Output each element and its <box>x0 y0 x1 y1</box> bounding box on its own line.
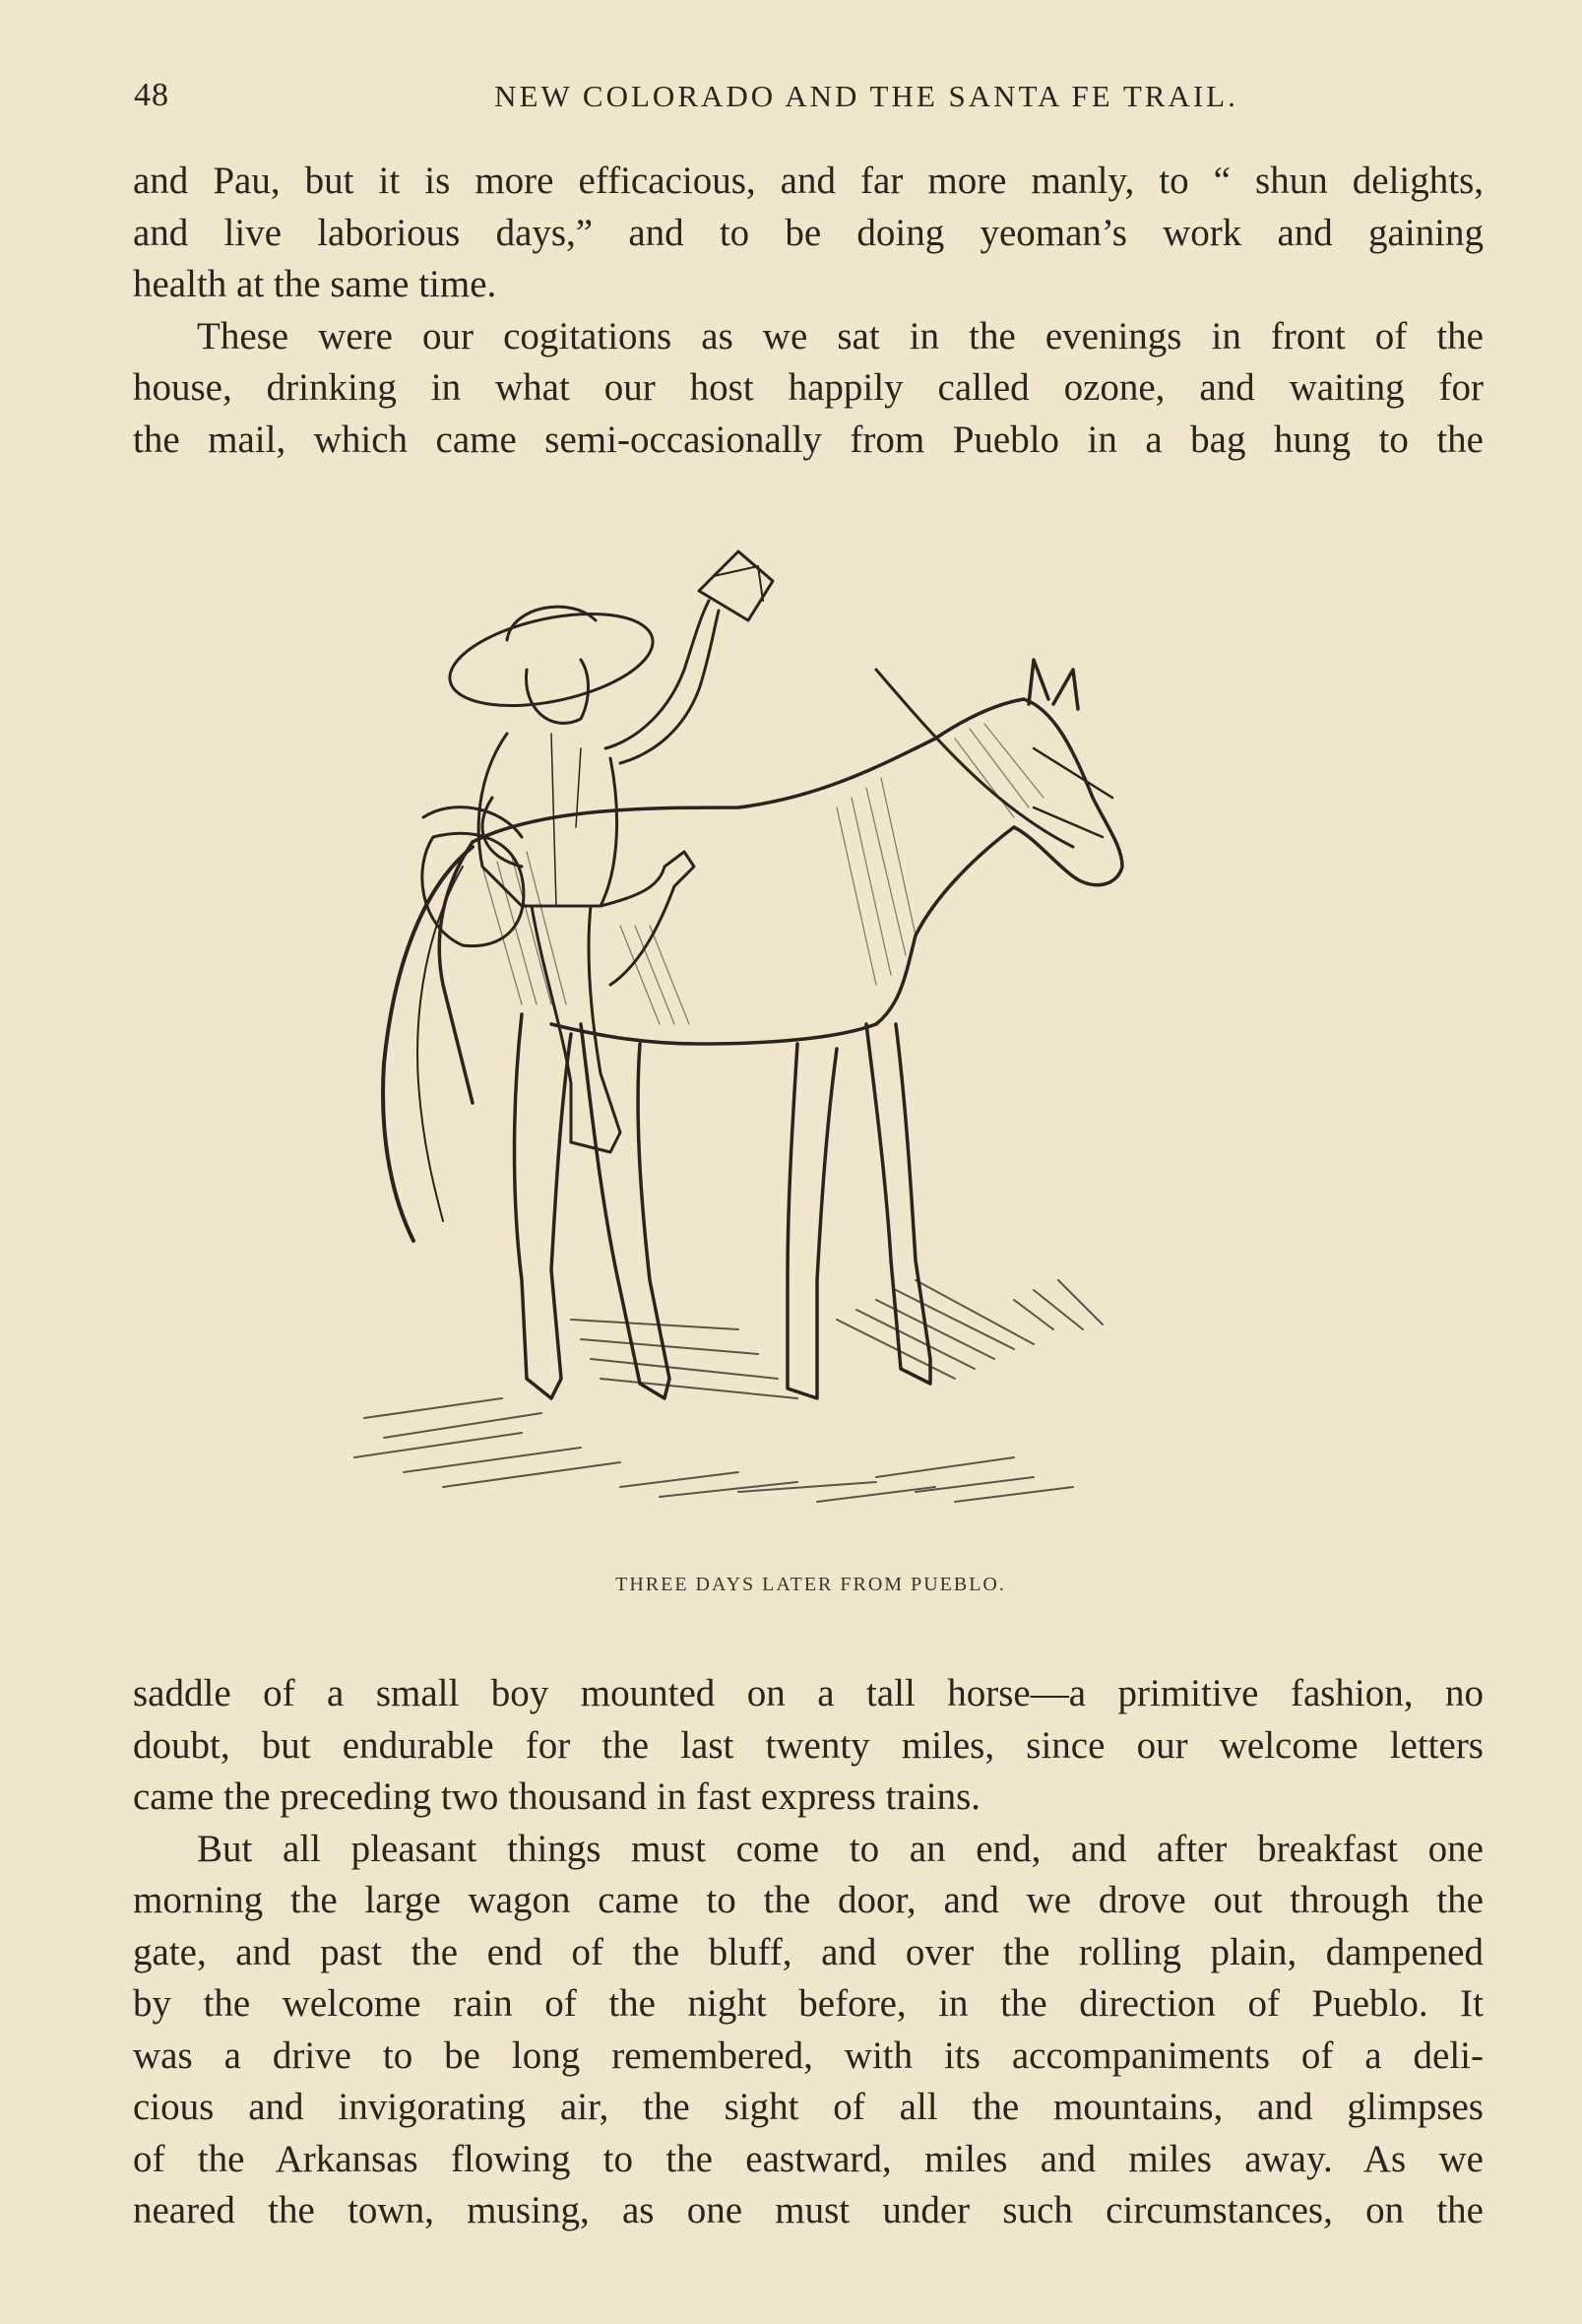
text-line: and live laborious days,” and to be doing yeoman’s work and gaining <box>133 211 1484 254</box>
ground-hatching <box>354 1280 1103 1502</box>
top-text-block <box>133 156 1484 466</box>
text-line: and Pau, but it is more efficacious, and far more manly, to “ shun delights, <box>133 160 1484 202</box>
text-line: was a drive to be long remembered, with its accompaniments of a deli- <box>133 2034 1484 2077</box>
text-line: These were our cogitations as we sat in the evenings in front of the <box>197 314 1484 357</box>
text-line: by the welcome rain of the night before, in the direction of Pueblo. It <box>133 1982 1484 2025</box>
text-line: of the Arkansas flowing to the eastward, miles and miles away. As we <box>133 2137 1484 2180</box>
text-line: morning the large wagon came to the door, and we drove out through the <box>133 1879 1484 1921</box>
text-line: health at the same time. <box>133 263 497 305</box>
page-header <box>128 77 1487 126</box>
rider-outline <box>422 551 773 1152</box>
text-line: came the preceding two thousand in fast express trains. <box>133 1775 981 1818</box>
horse-outline <box>383 660 1122 1398</box>
text-line: saddle of a small boy mounted on a tall horse—a primitive fashion, no <box>133 1672 1484 1714</box>
text-line: gate, and past the end of the bluff, and over the rolling plain, dampened <box>133 1930 1484 1973</box>
text-line: house, drinking in what our host happily called ozone, and waiting for <box>133 366 1484 409</box>
figure-caption: THREE DAYS LATER FROM PUEBLO. <box>615 1574 1006 1595</box>
text-line: cious and invigorating air, the sight of all the mountains, and glimpses <box>133 2086 1484 2128</box>
text-line: But all pleasant things must come to an end, and after breakfast one <box>197 1827 1484 1870</box>
text-line: the mail, which came semi-occasionally from Pueblo in a bag hung to the <box>133 418 1484 461</box>
page-number: 48 <box>134 77 169 113</box>
bottom-text-block <box>133 1668 1484 2237</box>
engraving-boy-on-horse <box>325 512 1290 1536</box>
text-line: doubt, but endurable for the last twenty miles, since our welcome letters <box>133 1723 1484 1767</box>
text-line: neared the town, musing, as one must under such circumstances, on the <box>133 2189 1484 2231</box>
running-title: NEW COLORADO AND THE SANTA FE TRAIL. <box>494 79 1238 113</box>
